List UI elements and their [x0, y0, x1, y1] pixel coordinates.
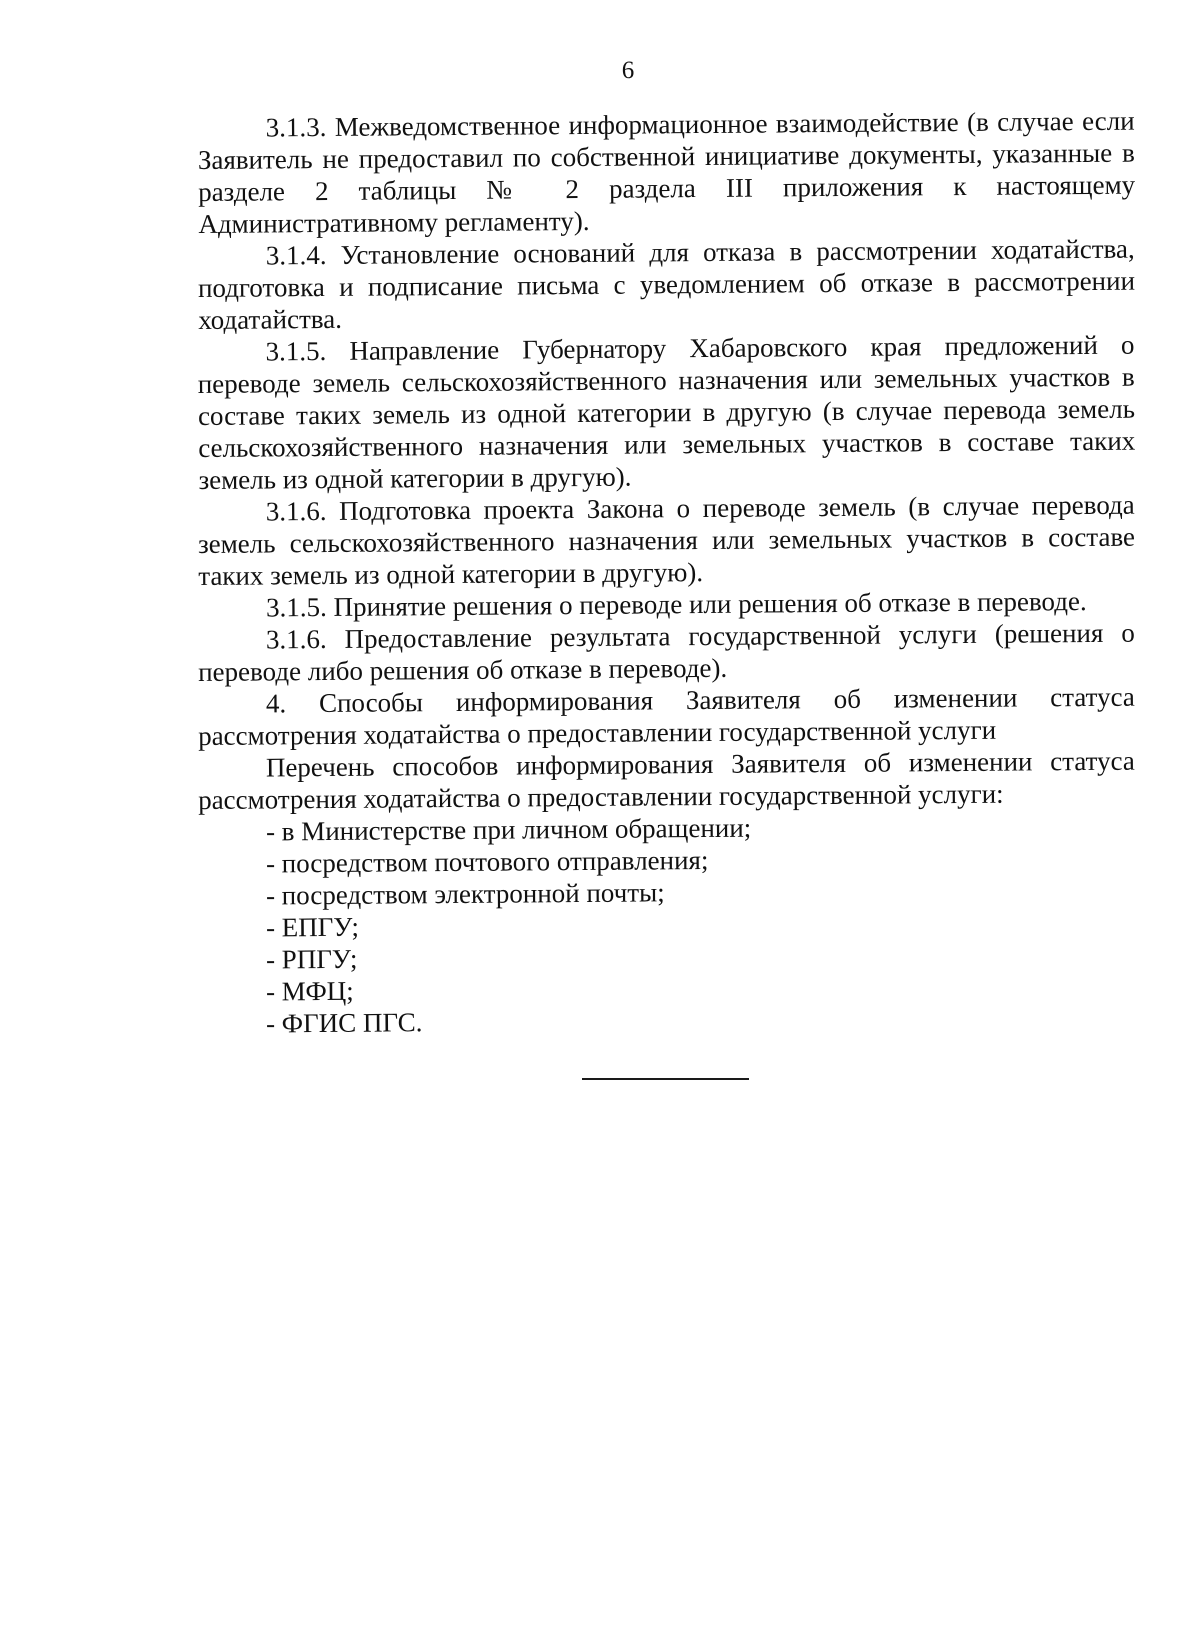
list-item: - посредством почтового отправления; [265, 844, 709, 879]
section-4-heading: 4. Способы информирования Заявителя об изменении статуса рассмотрения ходатайства о предоставлении государственной услуги [198, 681, 1135, 751]
paragraph-3-1-4: 3.1.4. Установление оснований для отказа в рассмотрении ходатайства, подготовка и подписание письма с уведомлением об отказе в рассмотрении ходатайства. [197, 233, 1136, 335]
paragraph-3-1-6-result: 3.1.6. Предоставление результата государственной услуги (решения о переводе либо решения об отказе в переводе). [198, 617, 1135, 687]
paragraph-3-1-5-decision: 3.1.5. Принятие решения о переводе или решения об отказе в переводе. [265, 586, 1087, 623]
list-item: - в Министерстве при личном обращении; [265, 812, 752, 847]
paragraph-3-1-6-law-draft: 3.1.6. Подготовка проекта Закона о переводе земель (в случае перевода земель сельскохозяйственного назначения или земельных участков в составе таких земель из одной категории в другую). [197, 489, 1136, 591]
paragraph-3-1-3: 3.1.3. Межведомственное информационное взаимодействие (в случае если Заявитель не предоставил по собственной инициативе документы, указанные в разделе 2 таблицы № 2 раздела III приложения к настоящему Административному регламенту). [197, 105, 1136, 239]
informing-methods-list [198, 812, 1135, 1040]
page-number: 6 [621, 57, 635, 84]
list-item: - ФГИС ПГС. [265, 1007, 423, 1039]
document-body [197, 105, 1136, 1040]
end-of-text-rule [582, 1078, 749, 1080]
informing-methods-intro: Перечень способов информирования Заявителя об изменении статуса рассмотрения ходатайства о предоставлении государственной услуги: [198, 745, 1135, 815]
list-item: - МФЦ; [265, 975, 354, 1007]
list-item: - ЕПГУ; [265, 911, 360, 943]
paragraph-3-1-5-proposals: 3.1.5. Направление Губернатору Хабаровского края предложений о переводе земель сельскохозяйственного назначения или земельных участков в составе таких земель из одной категории в другую (в случае перевода земель сельскохозяйственного назначения или земельных участков в составе таких земель из одной категории в другую). [197, 329, 1136, 495]
list-item: - посредством электронной почты; [265, 877, 665, 911]
list-item: - РПГУ; [265, 943, 358, 975]
